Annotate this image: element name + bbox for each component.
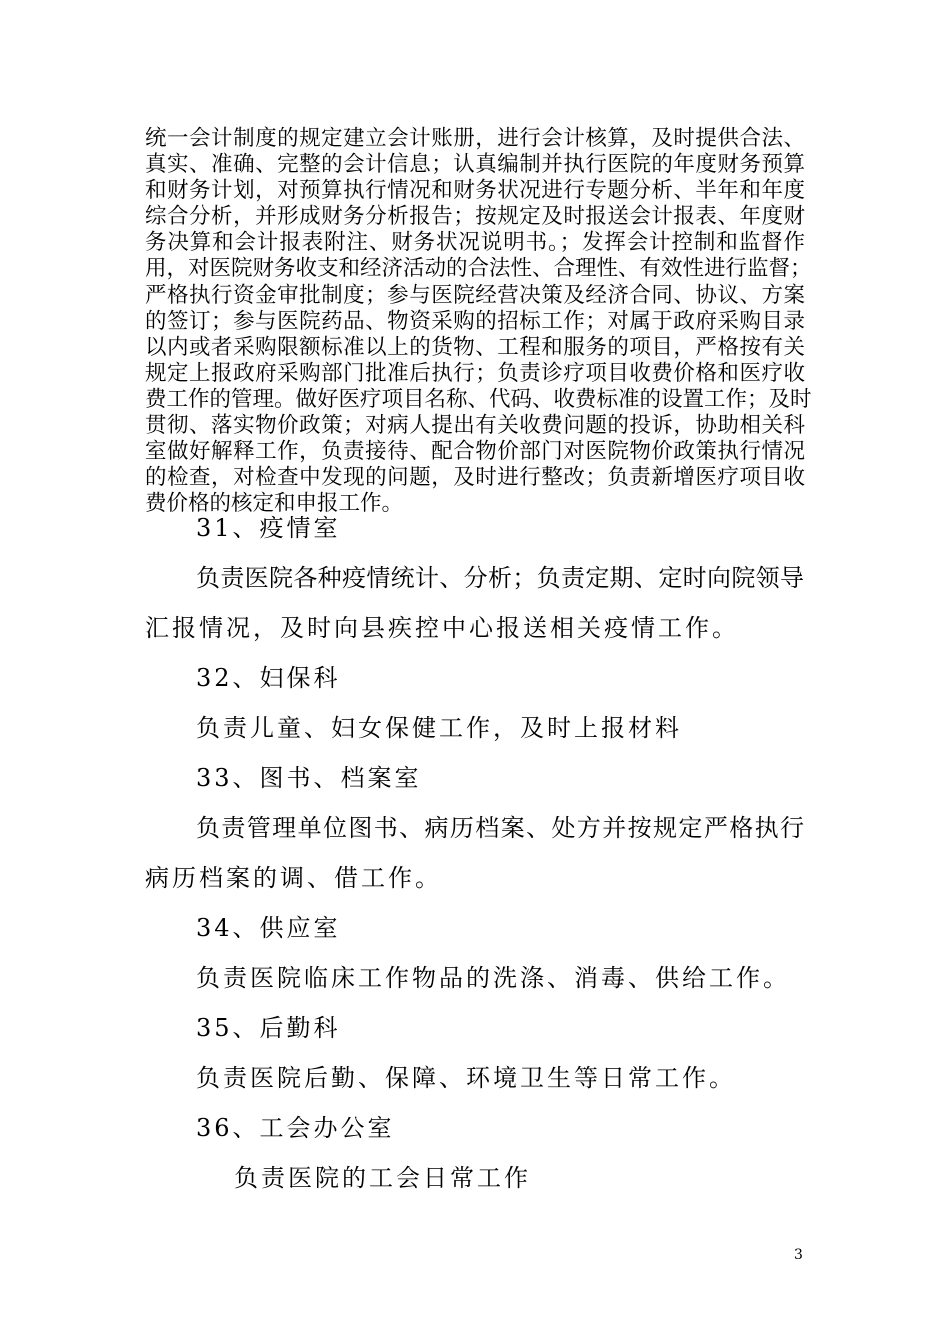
paragraph-line: 用，对医院财务收支和经济活动的合法性、合理性、有效性进行监督； [145,256,812,282]
section-31-heading: 31、疫情室 [196,514,341,542]
paragraph-line: 费工作的管理。做好医疗项目名称、代码、收费标准的设置工作；及时 [145,386,812,412]
section-31-text-line-2: 汇报情况，及时向县疾控中心报送相关疫情工作。 [145,614,739,642]
paragraph-line: 贯彻、落实物价政策；对病人提出有关收费问题的投诉，协助相关科 [145,413,805,439]
section-33-text-line-1: 负责管理单位图书、病历档案、处方并按规定严格执行 [196,814,804,842]
paragraph-line: 室做好解释工作，负责接待、配合物价部门对医院物价政策执行情况 [145,439,805,465]
section-34-heading: 34、供应室 [196,914,341,942]
section-31-text-line-1: 负责医院各种疫情统计、分析；负责定期、定时向院领导 [196,564,804,592]
section-33-heading: 33、图书、档案室 [196,764,422,792]
paragraph-line: 以内或者采购限额标准以上的货物、工程和服务的项目，严格按有关 [145,334,805,360]
page-number: 3 [794,1247,803,1263]
section-32-text: 负责儿童、妇女保健工作，及时上报材料 [196,714,682,742]
section-32-heading: 32、妇保科 [196,664,341,692]
paragraph-line: 务决算和会计报表附注、财务状况说明书。；发挥会计控制和监督作 [145,230,805,256]
paragraph-line: 统一会计制度的规定建立会计账册，进行会计核算，及时提供合法、 [145,126,805,151]
section-36-heading: 36、工会办公室 [196,1114,395,1142]
paragraph-line: 的签订；参与医院药品、物资采购的招标工作；对属于政府采购目录 [145,308,805,334]
section-35-text: 负责医院后勤、保障、环境卫生等日常工作。 [196,1064,736,1092]
paragraph-line: 规定上报政府采购部门批准后执行；负责诊疗项目收费价格和医疗收 [145,360,805,386]
paragraph-line: 的检查，对检查中发现的问题，及时进行整改；负责新增医疗项目收 [145,465,805,491]
paragraph-line: 严格执行资金审批制度；参与医院经营决策及经济合同、协议、方案 [145,282,805,308]
top-paragraph [145,126,812,517]
section-36-text: 负责医院的工会日常工作 [234,1164,531,1192]
section-34-text: 负责医院临床工作物品的洗涤、消毒、供给工作。 [196,964,790,992]
paragraph-line: 和财务计划，对预算执行情况和财务状况进行专题分析、半年和年度 [145,178,805,204]
paragraph-line: 费价格的核定和申报工作。 [145,491,404,517]
section-33-text-line-2: 病历档案的调、借工作。 [145,864,442,892]
section-35-heading: 35、后勤科 [196,1014,341,1042]
paragraph-line: 真实、准确、完整的会计信息；认真编制并执行医院的年度财务预算 [145,152,805,178]
paragraph-line: 综合分析，并形成财务分析报告；按规定及时报送会计报表、年度财 [145,204,805,230]
